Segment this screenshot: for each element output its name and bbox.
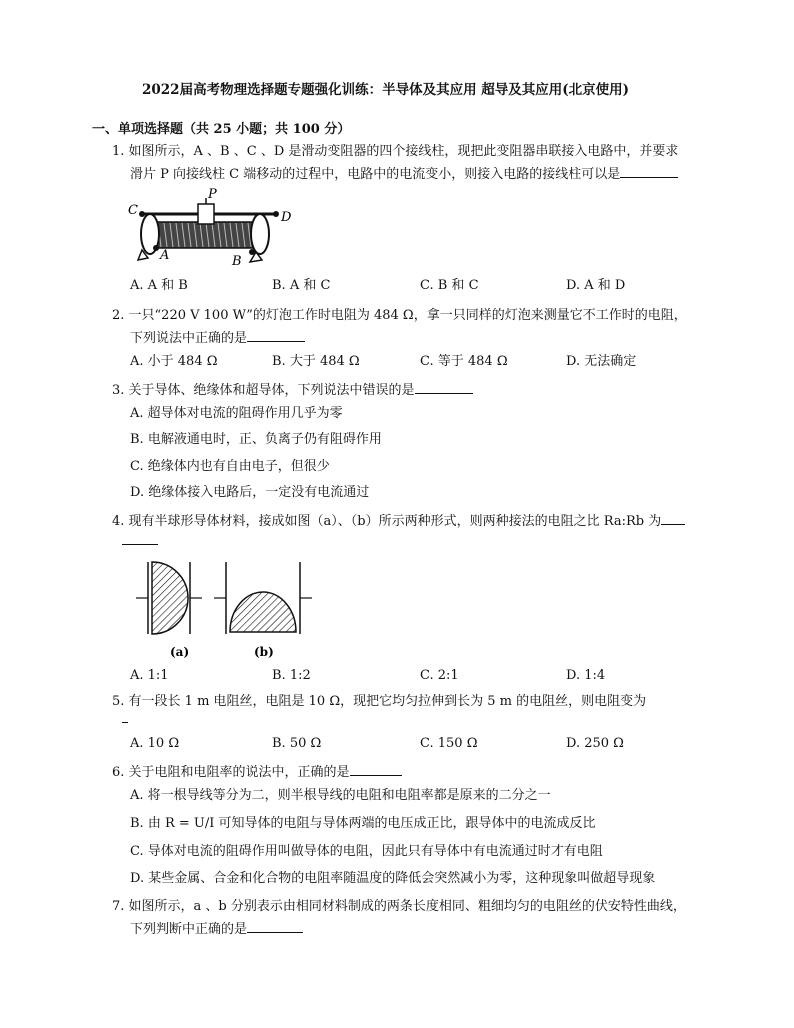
q3-option-a: A. 超导体对电流的阻碍作用几乎为零 [130, 406, 343, 421]
q1-option-d: D. A 和 D [566, 278, 626, 293]
figure-a [136, 562, 202, 659]
q4-option-b: B. 1:2 [272, 668, 311, 683]
q2-option-b: B. 大于 484 Ω [272, 354, 360, 369]
answer-blank [122, 722, 128, 723]
terminal-c [139, 211, 145, 217]
hemisphere-figure [128, 556, 328, 664]
page-title: 2022届高考物理选择题专题强化训练：半导体及其应用 超导及其应用(北京使用) [142, 82, 630, 98]
q2-stem-text: 下列说法中正确的是 [130, 331, 248, 346]
answer-blank [661, 512, 685, 525]
right-ring [251, 214, 269, 254]
answer-blank [415, 381, 473, 394]
q6-option-b: B. 由 R = U/I 可知导体的电阻与导体两端的电压成正比，跟导体中的电流成反比 [130, 816, 596, 831]
q3-stem [112, 381, 473, 400]
answer-blank [247, 329, 305, 342]
answer-blank [247, 920, 303, 933]
q7-stem-line2 [130, 920, 303, 939]
q6-stem [112, 763, 402, 782]
q4-option-c: C. 2:1 [420, 668, 459, 683]
answer-blank [620, 165, 678, 178]
q2-option-c: C. 等于 484 Ω [420, 354, 508, 369]
q4-stem [112, 512, 685, 531]
rheostat-figure [128, 188, 298, 268]
q4-option-d: D. 1:4 [566, 668, 606, 683]
q3-option-c: C. 绝缘体内也有自由电子，但很少 [130, 459, 330, 474]
q1-option-a: A. A 和 B [130, 278, 188, 293]
label-b: (b) [254, 645, 274, 659]
terminal-a [153, 245, 159, 251]
terminal-b [249, 249, 255, 255]
q5-option-d: D. 250 Ω [566, 736, 624, 751]
q1-option-c: C. B 和 C [420, 278, 479, 293]
label-p: P [208, 188, 217, 202]
label-c: C [128, 203, 138, 218]
q3-option-b: B. 电解液通电时，正、负离子仍有阻碍作用 [130, 432, 382, 447]
coil-body [154, 222, 256, 248]
q5-option-a: A. 10 Ω [130, 736, 180, 751]
figure-b [214, 562, 312, 659]
q3-option-d: D. 绝缘体接入电路后，一定没有电流通过 [130, 485, 370, 500]
q2-option-a: A. 小于 484 Ω [130, 354, 218, 369]
answer-blank-continued [122, 544, 158, 545]
q5-option-b: B. 50 Ω [272, 736, 322, 751]
q7-stem-text: 下列判断中正确的是 [130, 922, 248, 937]
q4-option-a: A. 1:1 [130, 668, 169, 683]
terminal-d [273, 211, 279, 217]
q6-option-a: A. 将一根导线等分为二，则半根导线的电阻和电阻率都是原来的二分之一 [130, 788, 551, 803]
q7-stem-line1: 7. 如图所示，a 、b 分别表示由相同材料制成的两条长度相同、粗细均匀的电阻丝的伏安特性曲线， [112, 899, 686, 914]
q6-option-c: C. 导体对电流的阻碍作用叫做导体的电阻，因此只有导体中有电流通过时才有电阻 [130, 844, 603, 859]
label-a: A [160, 248, 170, 263]
q6-option-d: D. 某些金属、合金和化合物的电阻率随温度的降低会突然减小为零，这种现象叫做超导现象 [130, 871, 656, 886]
answer-blank [350, 763, 402, 776]
label-d: D [281, 210, 292, 225]
q2-stem-line2 [130, 329, 305, 348]
label-a: (a) [170, 645, 190, 659]
q4-stem-text: 4. 现有半球形导体材料，接成如图（a）、（b）所示两种形式，则两种接法的电阻之比 Ra:Rb 为 [112, 514, 662, 529]
q1-stem-line2 [130, 165, 678, 184]
q1-stem-text: 滑片 P 向接线柱 C 端移动的过程中，电路中的电流变小，则接入电路的接线柱可以是 [130, 167, 621, 182]
q5-stem: 5. 有一段长 1 m 电阻丝，电阻是 10 Ω，现把它均匀拉伸到长为 5 m 的电阻丝，则电阻变为 [112, 694, 647, 709]
q2-option-d: D. 无法确定 [566, 354, 637, 369]
q6-stem-text: 6. 关于电阻和电阻率的说法中，正确的是 [112, 765, 350, 780]
q5-option-c: C. 150 Ω [420, 736, 478, 751]
q1-option-b: B. A 和 C [272, 278, 331, 293]
label-b: B [232, 254, 242, 268]
q1-stem-line1: 1. 如图所示，A 、B 、C 、D 是滑动变阻器的四个接线柱，现把此变阻器串联接入电路中，并要求 [112, 144, 679, 159]
q2-stem-line1: 2. 一只“220 V 100 W”的灯泡工作时电阻为 484 Ω，拿一只同样的灯泡来测量它不工作时的电阻， [112, 308, 687, 323]
slider [198, 204, 214, 224]
q3-stem-text: 3. 关于导体、绝缘体和超导体，下列说法中错误的是 [112, 383, 415, 398]
section-heading: 一、单项选择题（共 25 小题；共 100 分） [92, 122, 351, 137]
